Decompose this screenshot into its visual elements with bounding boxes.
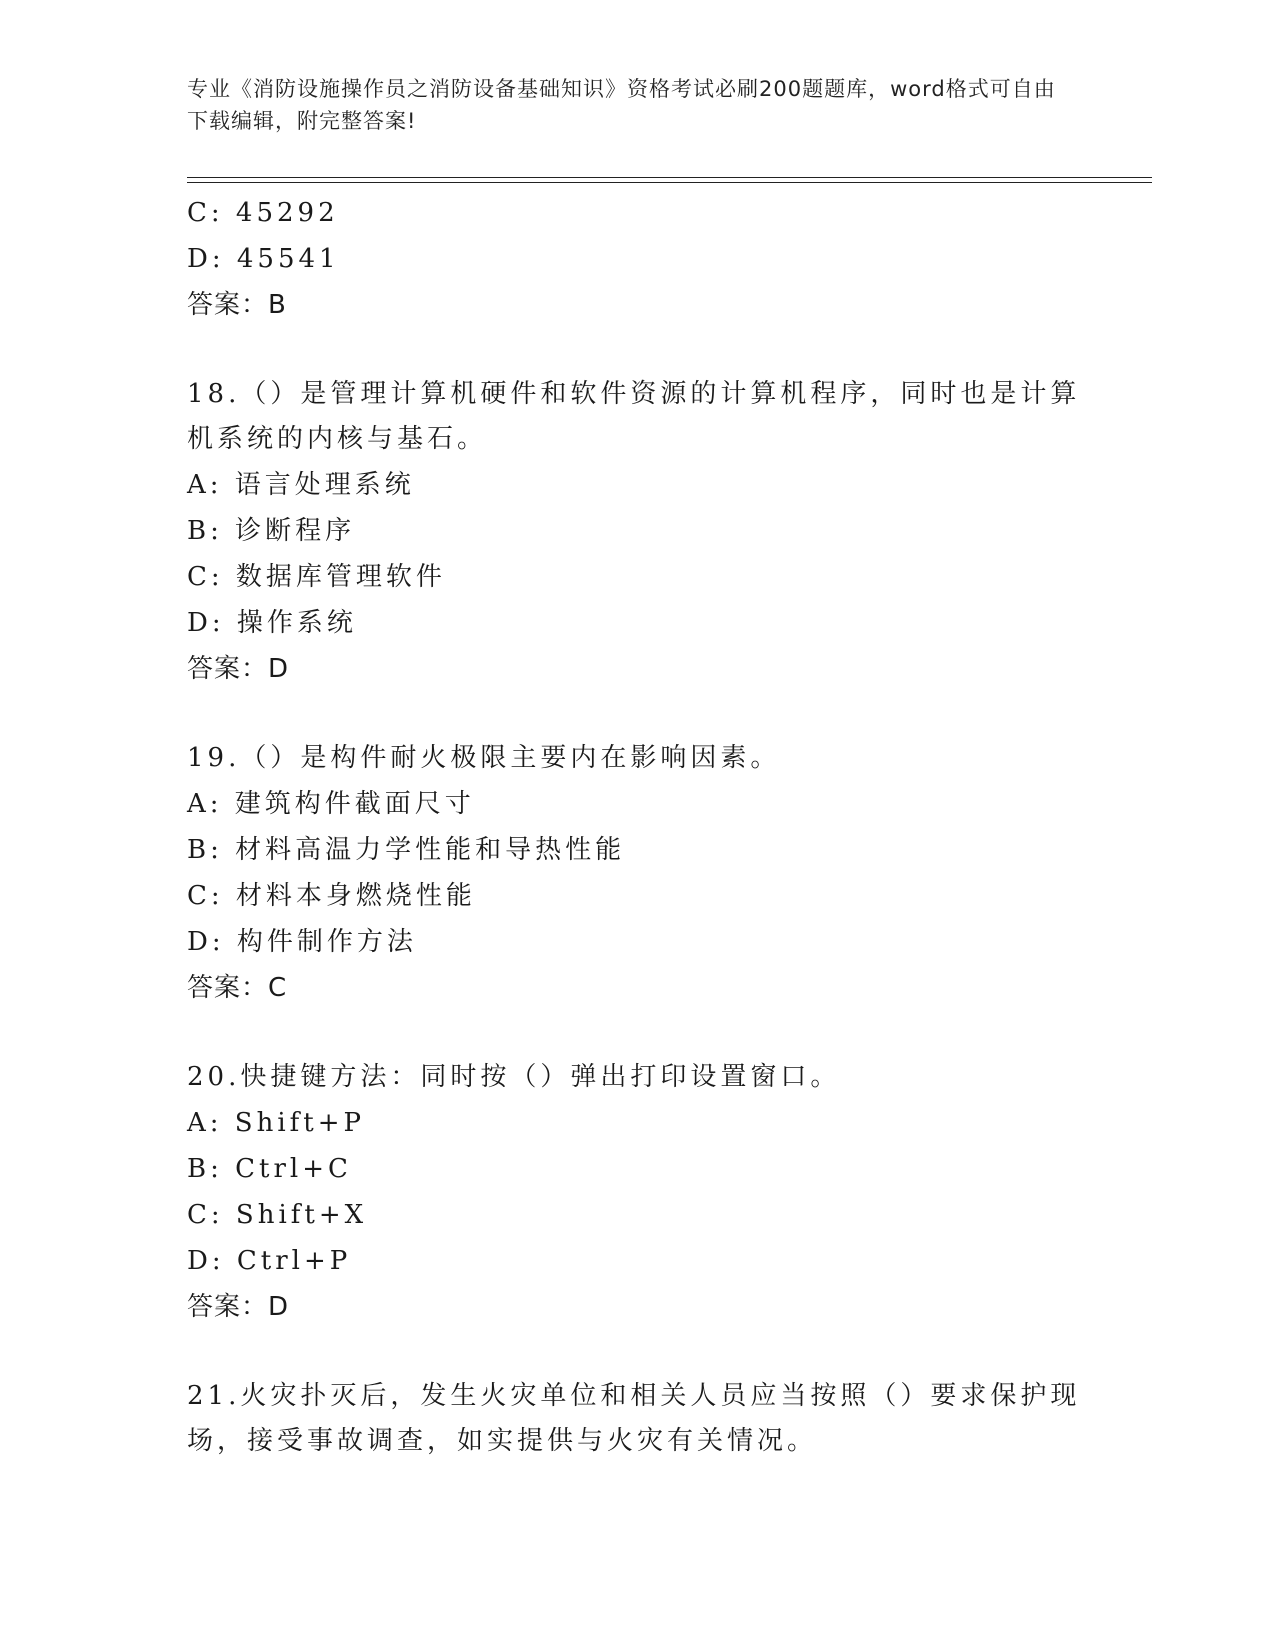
answer-line: 答案：D (187, 654, 290, 684)
option-d: D: 构件制作方法 (187, 927, 417, 957)
question-block (187, 736, 1087, 1011)
header-divider (187, 177, 1152, 178)
question-block (187, 1055, 1087, 1330)
question-block (187, 372, 1087, 692)
option-d: D: 操作系统 (187, 608, 357, 638)
question-text: 20.快捷键方法：同时按（）弹出打印设置窗口。 (187, 1062, 841, 1092)
option-c: C: 数据库管理软件 (187, 562, 446, 592)
option-b: B: 材料高温力学性能和导热性能 (187, 835, 626, 865)
question-text: 18.（）是管理计算机硬件和软件资源的计算机程序，同时也是计算机系统的内核与基石。 (187, 379, 1081, 454)
question-block (187, 190, 1087, 328)
option-c: C: Shift+X (187, 1200, 368, 1230)
option-d: D: Ctrl+P (187, 1246, 352, 1276)
question-block (187, 1374, 1087, 1464)
option-d: D: 45541 (187, 244, 340, 274)
option-b: B: 诊断程序 (187, 516, 356, 546)
option-a: A: 建筑构件截面尺寸 (187, 789, 475, 819)
option-a: A: Shift+P (187, 1108, 366, 1138)
answer-line: 答案：B (187, 290, 287, 320)
question-text: 21.火灾扑灭后，发生火灾单位和相关人员应当按照（）要求保护现场，接受事故调查，如实提供与火灾有关情况。 (187, 1381, 1081, 1456)
option-c: C: 材料本身燃烧性能 (187, 881, 476, 911)
answer-line: 答案：C (187, 973, 288, 1003)
header-divider-double (187, 182, 1152, 183)
option-b: B: Ctrl+C (187, 1154, 352, 1184)
question-text: 19.（）是构件耐火极限主要内在影响因素。 (187, 743, 781, 773)
option-a: A: 语言处理系统 (187, 470, 415, 500)
page-header: 专业《消防设施操作员之消防设备基础知识》资格考试必刷200题题库，word格式可自由下载编辑，附完整答案! (187, 77, 1056, 133)
question-content (187, 190, 1087, 1464)
option-c: C: 45292 (187, 198, 339, 228)
answer-line: 答案：D (187, 1292, 290, 1322)
